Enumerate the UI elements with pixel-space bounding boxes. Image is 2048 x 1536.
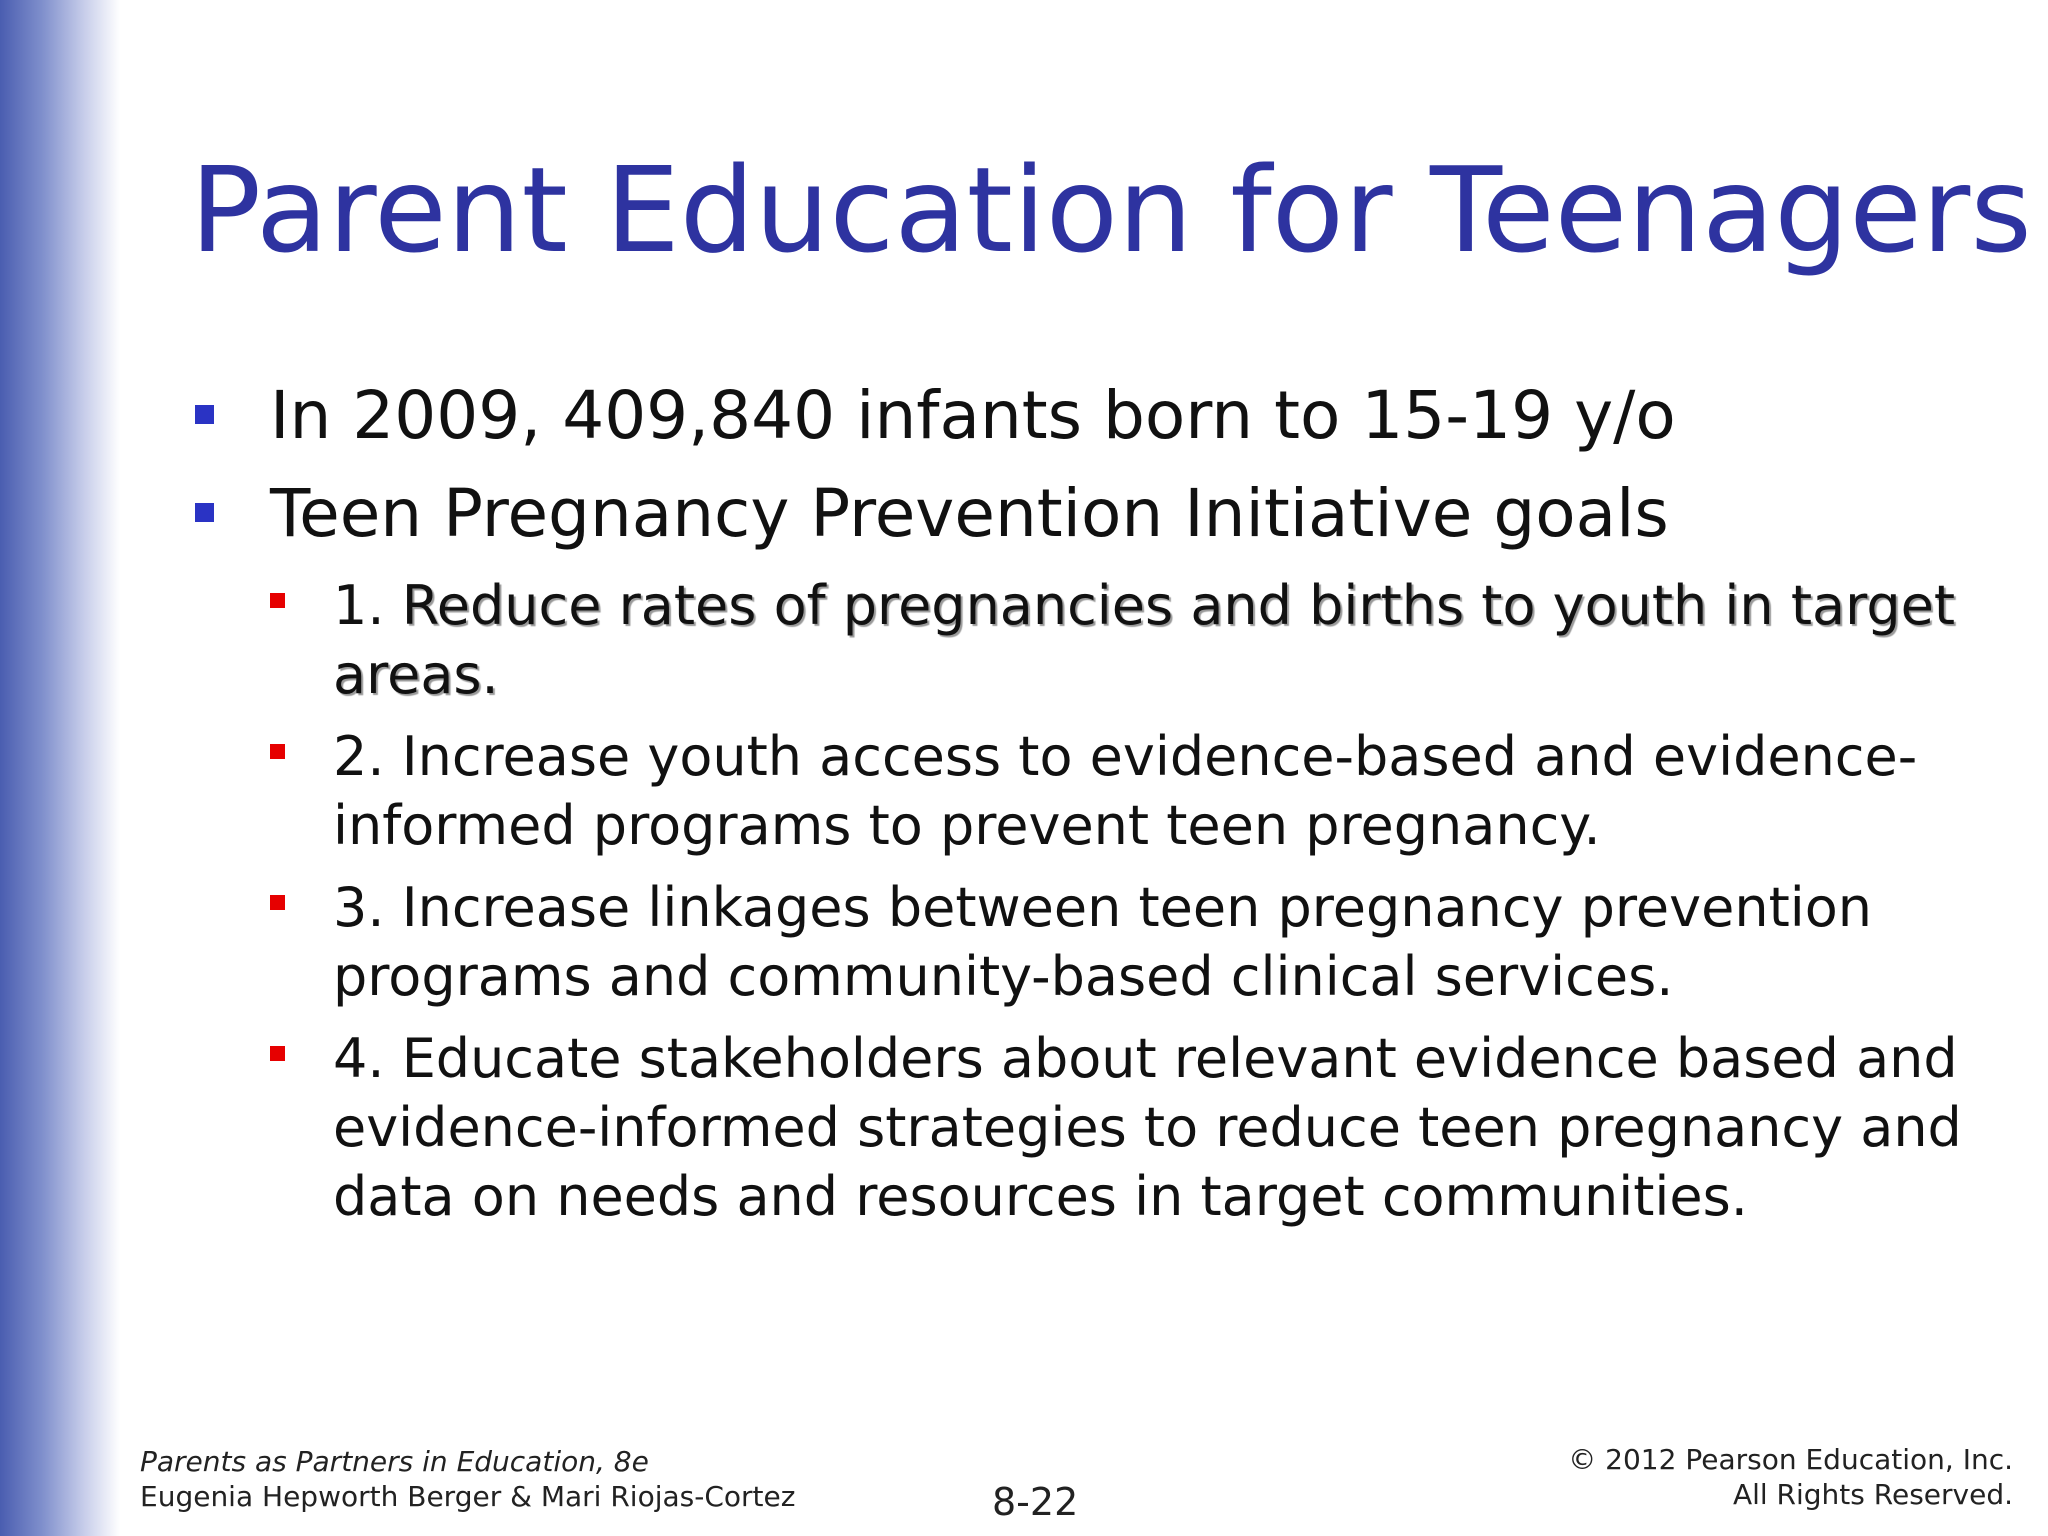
square-bullet-icon [195, 405, 214, 424]
rights-line: All Rights Reserved. [1732, 1478, 2013, 1511]
bullet-text: In 2009, 409,840 infants born to 15-19 y/o [270, 377, 1676, 454]
copyright-line: © 2012 Pearson Education, Inc. [1568, 1443, 2013, 1476]
bullet-text: Teen Pregnancy Prevention Initiative goals [270, 475, 1669, 552]
footer-copyright [1568, 1442, 2013, 1512]
slide-number: 8-22 [992, 1480, 1079, 1524]
goal-text: Reduce rates of pregnancies and births to youth in target areas. [333, 574, 1956, 706]
square-bullet-icon [270, 744, 285, 759]
footer-citation [140, 1444, 795, 1514]
goal-number: 3. [333, 876, 402, 939]
square-bullet-icon [270, 593, 285, 608]
goal-number: 2. [333, 725, 402, 788]
goal-item [270, 722, 2033, 860]
goal-text: Increase linkages between teen pregnancy prevention programs and community-based clinical services. [333, 876, 1873, 1008]
goal-item [270, 873, 2033, 1011]
book-title: Parents as Partners in Education, 8e [140, 1445, 649, 1478]
goal-item [270, 1024, 2033, 1231]
goal-text: Increase youth access to evidence-based and evidence-informed programs to prevent teen pregnancy. [333, 725, 1918, 857]
bullet-item [195, 375, 1995, 457]
square-bullet-icon [195, 503, 214, 522]
goals-list [270, 571, 1995, 1231]
square-bullet-icon [270, 1046, 285, 1061]
bullet-list [195, 375, 1995, 1244]
goal-number: 1. [333, 574, 402, 637]
bullet-item [195, 473, 1995, 555]
goal-text: Educate stakeholders about relevant evidence based and evidence-informed strategies to reduce teen pregnancy and data on needs and resources in target communities. [333, 1027, 1962, 1228]
goal-item [270, 571, 2033, 709]
side-gradient-band [0, 0, 120, 1536]
goal-number: 4. [333, 1027, 402, 1090]
square-bullet-icon [270, 895, 285, 910]
book-authors: Eugenia Hepworth Berger & Mari Riojas-Cortez [140, 1480, 796, 1513]
slide-title: Parent Education for Teenagers [190, 141, 2032, 279]
